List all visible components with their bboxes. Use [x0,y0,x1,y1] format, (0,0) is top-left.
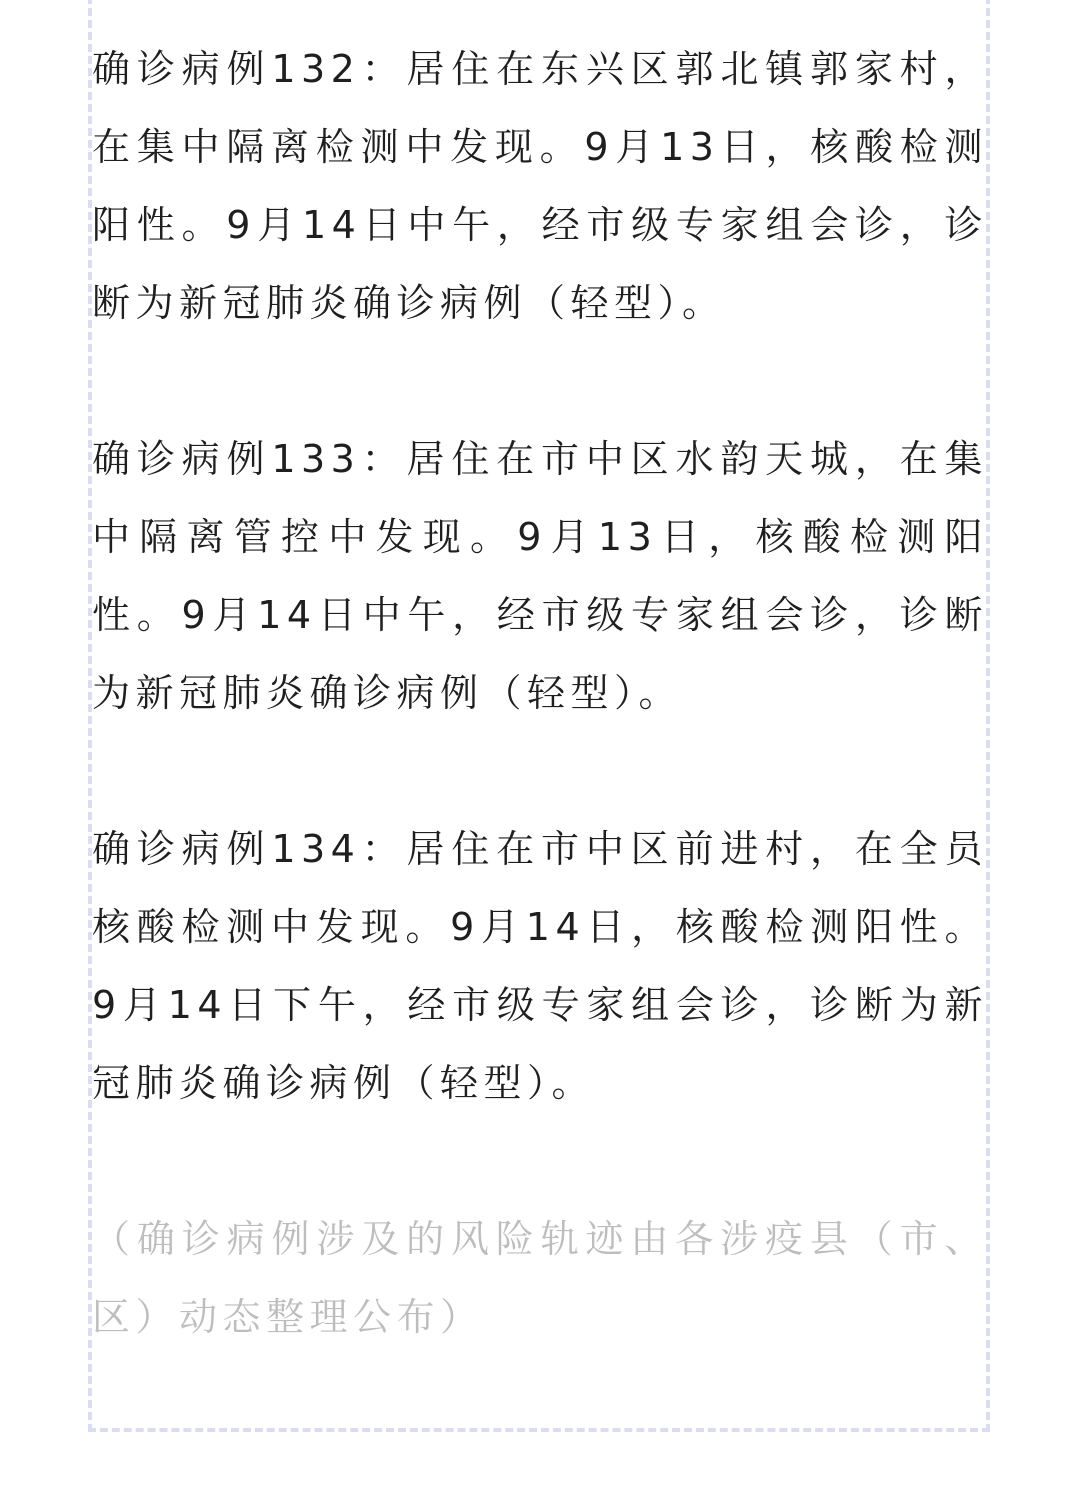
case-133-paragraph: 确诊病例133：居住在市中区水韵天城，在集中隔离管控中发现。9月13日，核酸检测阳性。9月14日中午，经市级专家组会诊，诊断为新冠肺炎确诊病例（轻型）。 [92,437,988,715]
case-132-paragraph: 确诊病例132：居住在东兴区郭北镇郭家村，在集中隔离检测中发现。9月13日，核酸检测阳性。9月14日中午，经市级专家组会诊，诊断为新冠肺炎确诊病例（轻型）。 [92,47,988,325]
paragraph-spacer [92,1122,988,1200]
paragraph-spacer [92,342,988,420]
article-body [92,30,988,1356]
risk-trajectory-note: （确诊病例涉及的风险轨迹由各涉疫县（市、区）动态整理公布） [92,1217,988,1339]
case-134-paragraph: 确诊病例134：居住在市中区前进村，在全员核酸检测中发现。9月14日，核酸检测阳性。9月14日下午，经市级专家组会诊，诊断为新冠肺炎确诊病例（轻型）。 [92,827,988,1105]
paragraph-spacer [92,732,988,810]
